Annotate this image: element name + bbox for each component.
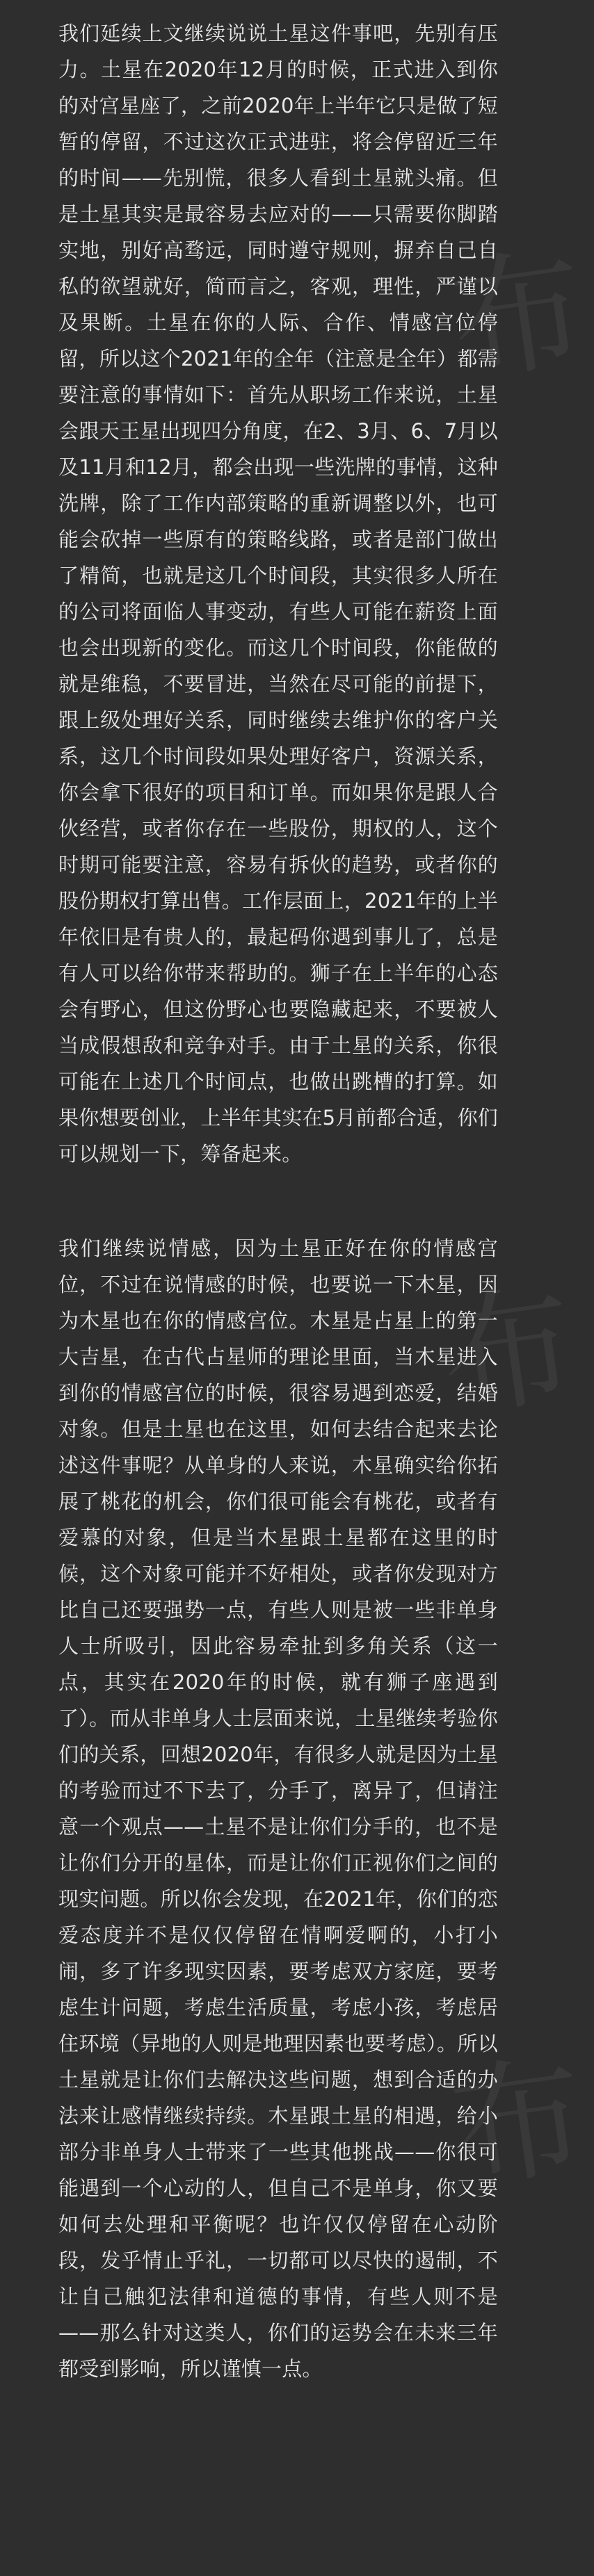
article-body xyxy=(58,15,498,2387)
watermark-glyph: 布 xyxy=(431,1266,584,1437)
watermark-glyph: 布 xyxy=(442,230,594,402)
paragraph-love: 我们继续说情感，因为土星正好在你的情感宫位，不过在说情感的时候，也要说一下木星，因为木星也在你的情感宫位。木星是占星上的第一大吉星，在古代占星师的理论里面，当木星进入到你的情感宫位的时候，很容易遇到恋爱，结婚对象。但是土星也在这里，如何去结合起来去论述这件事呢？从单身的人来说，木星确实给你拓展了桃花的机会，你们很可能会有桃花，或者有爱慕的对象，但是当木星跟土星都在这里的时候，这个对象可能并不好相处，或者你发现对方比自己还要强势一点，有些人则是被一些非单身人士所吸引，因此容易牵扯到多角关系（这一点，其实在2020年的时候，就有狮子座遇到了）。而从非单身人士层面来说，土星继续考验你们的关系，回想2020年，有很多人就是因为土星的考验而过不下去了，分手了，离异了，但请注意一个观点——土星不是让你们分手的，也不是让你们分开的星体，而是让你们正视你们之间的现实问题。所以你会发现，在2021年，你们的恋爱态度并不是仅仅停留在情啊爱啊的，小打小闹，多了许多现实因素，要考虑双方家庭，要考虑生计问题，考虑生活质量，考虑小孩，考虑居住环境（异地的人则是地理因素也要考虑）。所以土星就是让你们去解决这些问题，想到合适的办法来让感情继续持续。木星跟土星的相遇，给小部分非单身人士带来了一些其他挑战——你很可能遇到一个心动的人，但自己不是单身，你又要如何去处理和平衡呢？也许仅仅停留在心动阶段，发乎情止乎礼，一切都可以尽快的遏制，不让自己触犯法律和道德的事情，有些人则不是——那么针对这类人，你们的运势会在未来三年都受到影响，所以谨慎一点。 xyxy=(58,1237,498,2381)
watermark-glyph: 布 xyxy=(442,2037,594,2209)
paragraph-career: 我们延续上文继续说说土星这件事吧，先别有压力。土星在2020年12月的时候，正式进入到你的对宫星座了，之前2020年上半年它只是做了短暂的停留，不过这次正式进驻，将会停留近三年的时间——先别慌，很多人看到土星就头痛。但是土星其实是最容易去应对的——只需要你脚踏实地，别好高骛远，同时遵守规则，摒弃自己自私的欲望就好，简而言之，客观，理性，严谨以及果断。土星在你的人际、合作、情感宫位停留，所以这个2021年的全年（注意是全年）都需要注意的事情如下：首先从职场工作来说，土星会跟天王星出现四分角度，在2、3月、6、7月以及11月和12月，都会出现一些洗牌的事情，这种洗牌，除了工作内部策略的重新调整以外，也可能会砍掉一些原有的策略线路，或者是部门做出了精简，也就是这几个时间段，其实很多人所在的公司将面临人事变动，有些人可能在薪资上面也会出现新的变化。而这几个时间段，你能做的就是维稳，不要冒进，当然在尽可能的前提下，跟上级处理好关系，同时继续去维护你的客户关系，这几个时间段如果处理好客户，资源关系，你会拿下很好的项目和订单。而如果你是跟人合伙经营，或者你存在一些股份，期权的人，这个时期可能要注意，容易有拆伙的趋势，或者你的股份期权打算出售。工作层面上，2021年的上半年依旧是有贵人的，最起码你遇到事儿了，总是有人可以给你带来帮助的。狮子在上半年的心态会有野心，但这份野心也要隐藏起来，不要被人当成假想敌和竞争对手。由于土星的关系，你很可能在上述几个时间点，也做出跳槽的打算。如果你想要创业，上半年其实在5月前都合适，你们可以规划一下，筹备起来。 xyxy=(58,22,498,1166)
paragraph-spacer xyxy=(58,1172,498,1230)
